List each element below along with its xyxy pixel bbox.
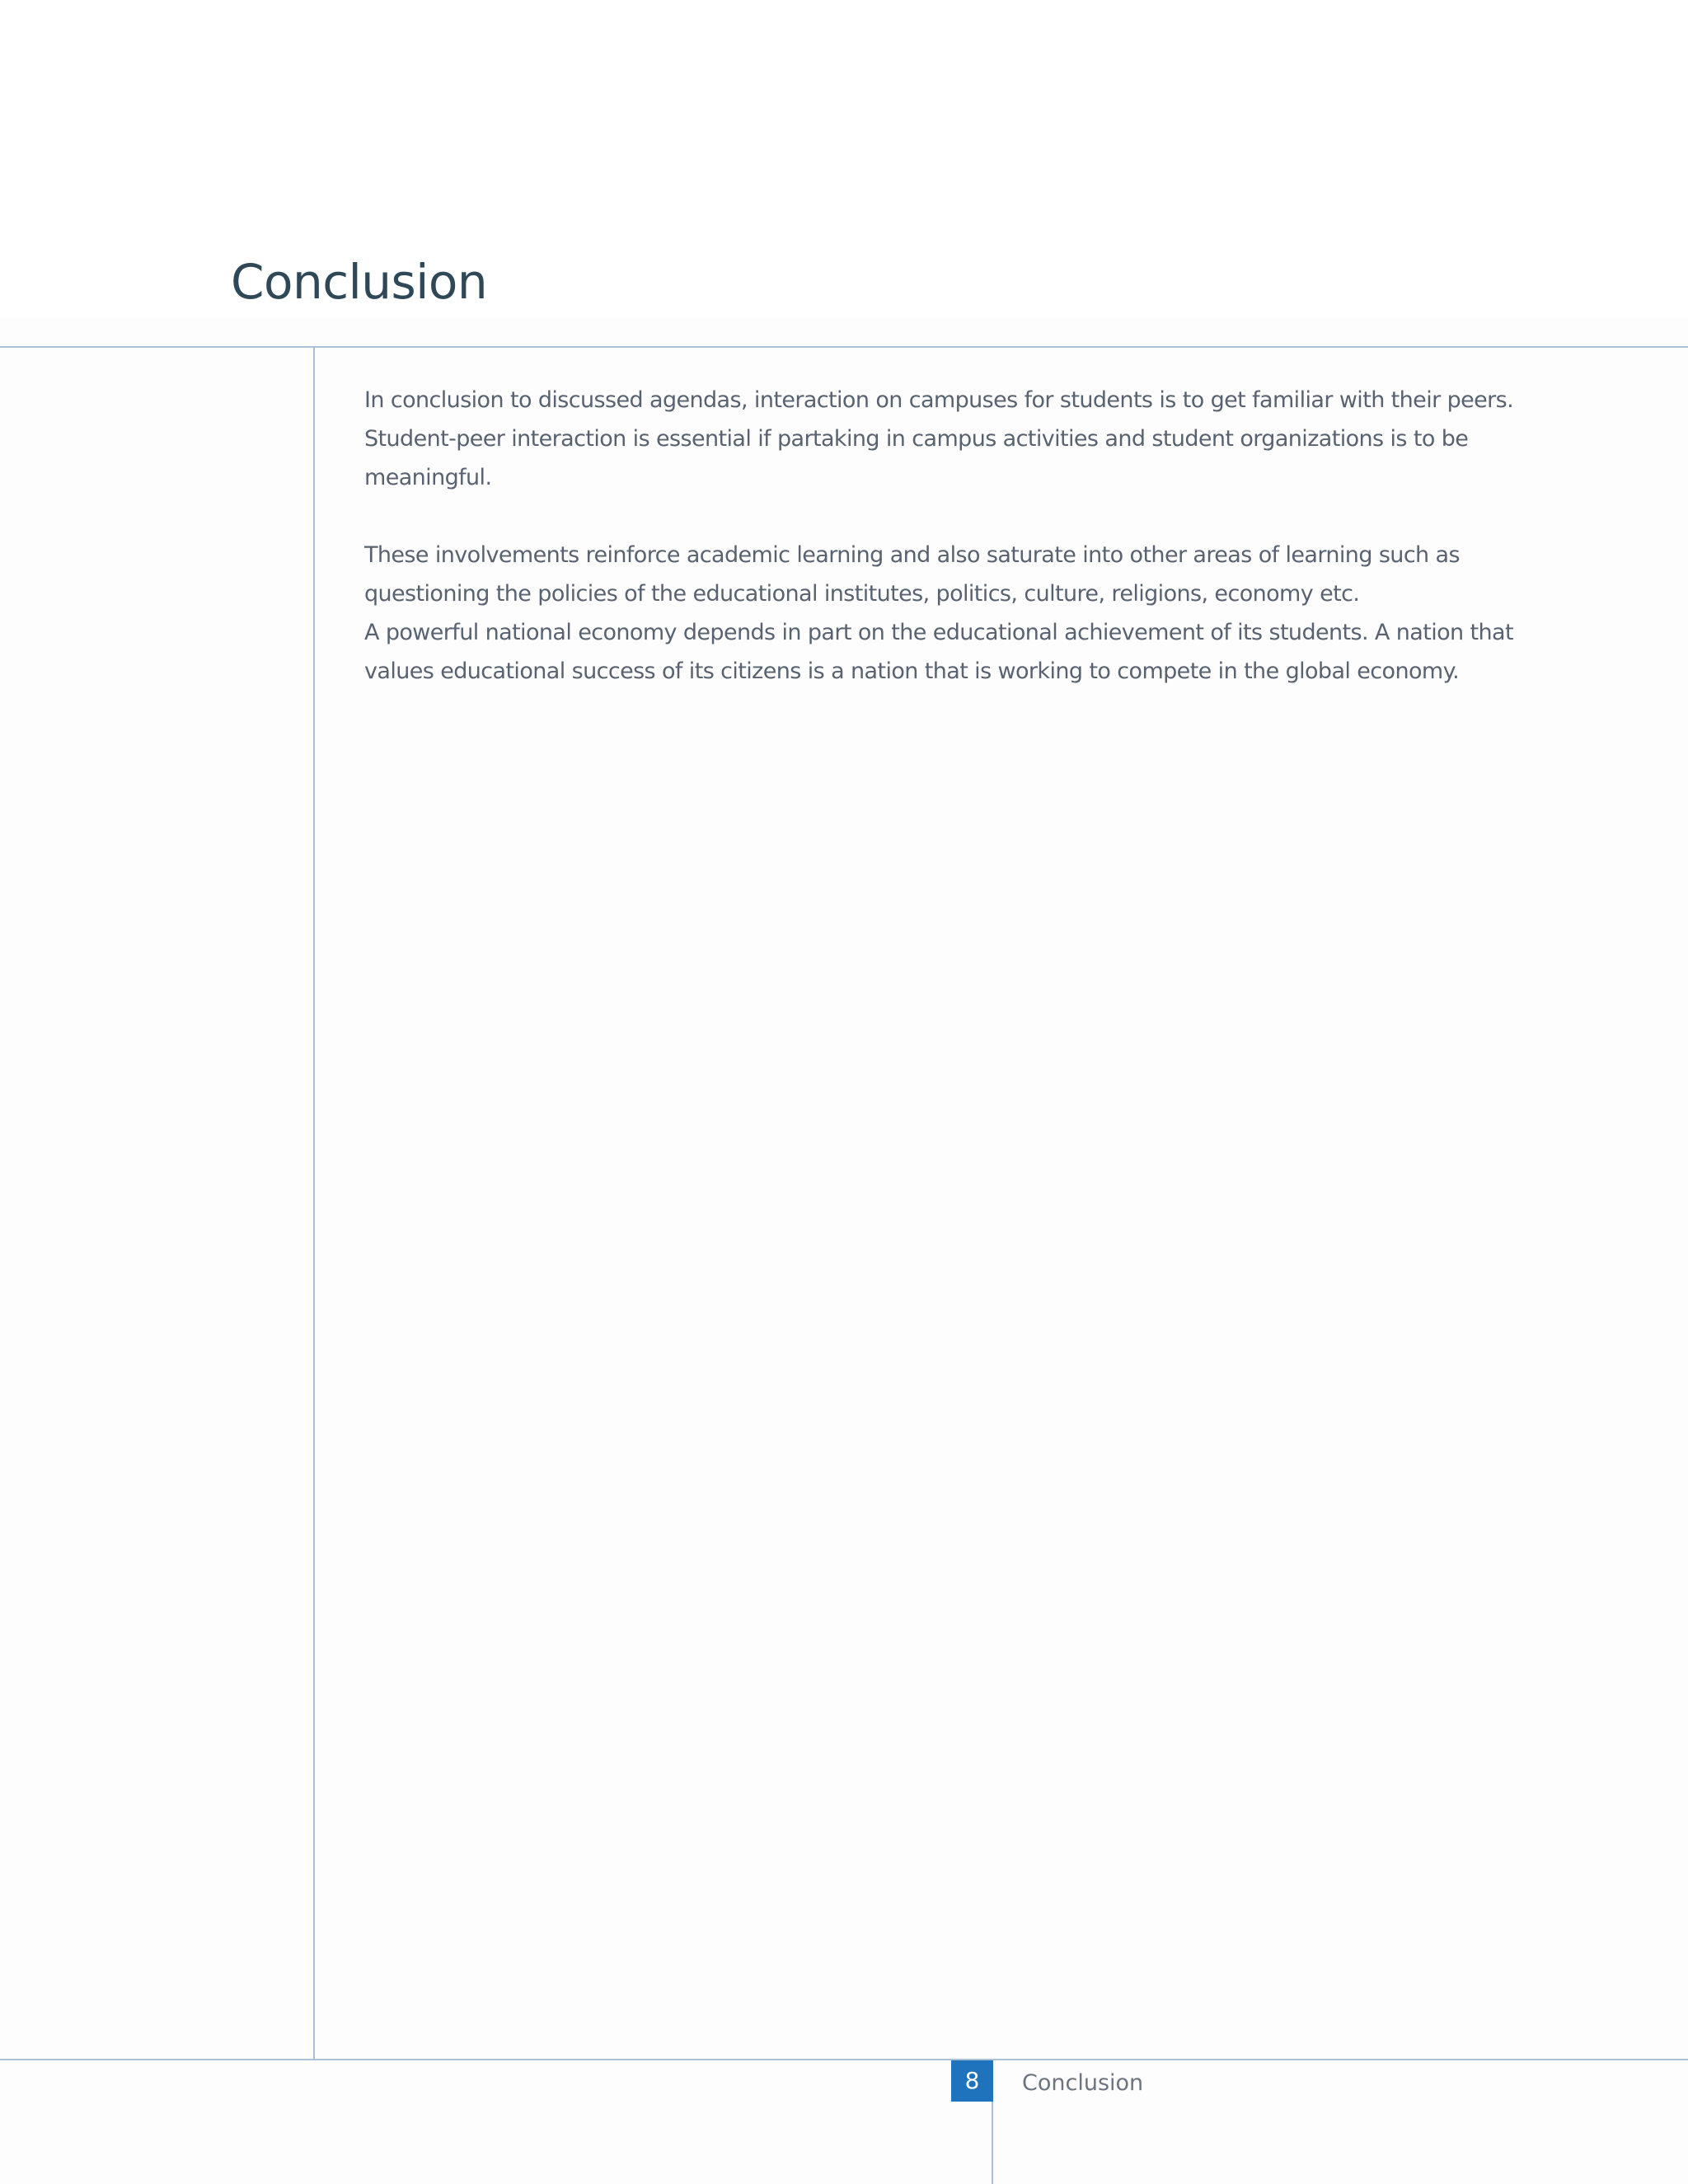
paragraph: A powerful national economy depends in part on the educational achievement of its students. A nation that values educational success of its citizens is a nation that is working to compete in the global economy. <box>364 620 1513 684</box>
page-number-badge: 8 <box>951 2060 993 2102</box>
page-title: Conclusion <box>231 254 488 310</box>
paragraph: In conclusion to discussed agendas, interaction on campuses for students is to get familiar with their peers. Student-peer interaction is essential if partaking in campus activities and student organizations is to be meaningful. <box>364 387 1514 490</box>
header-divider <box>0 346 1688 348</box>
footer-divider <box>0 2059 1688 2060</box>
footer-section-label: Conclusion <box>1022 2070 1144 2096</box>
body-text <box>364 381 1518 691</box>
left-margin-rule <box>313 347 315 2060</box>
paragraph: These involvements reinforce academic learning and also saturate into other areas of learning such as questioning the policies of the educational institutes, politics, culture, religions, economy etc. <box>364 542 1460 607</box>
